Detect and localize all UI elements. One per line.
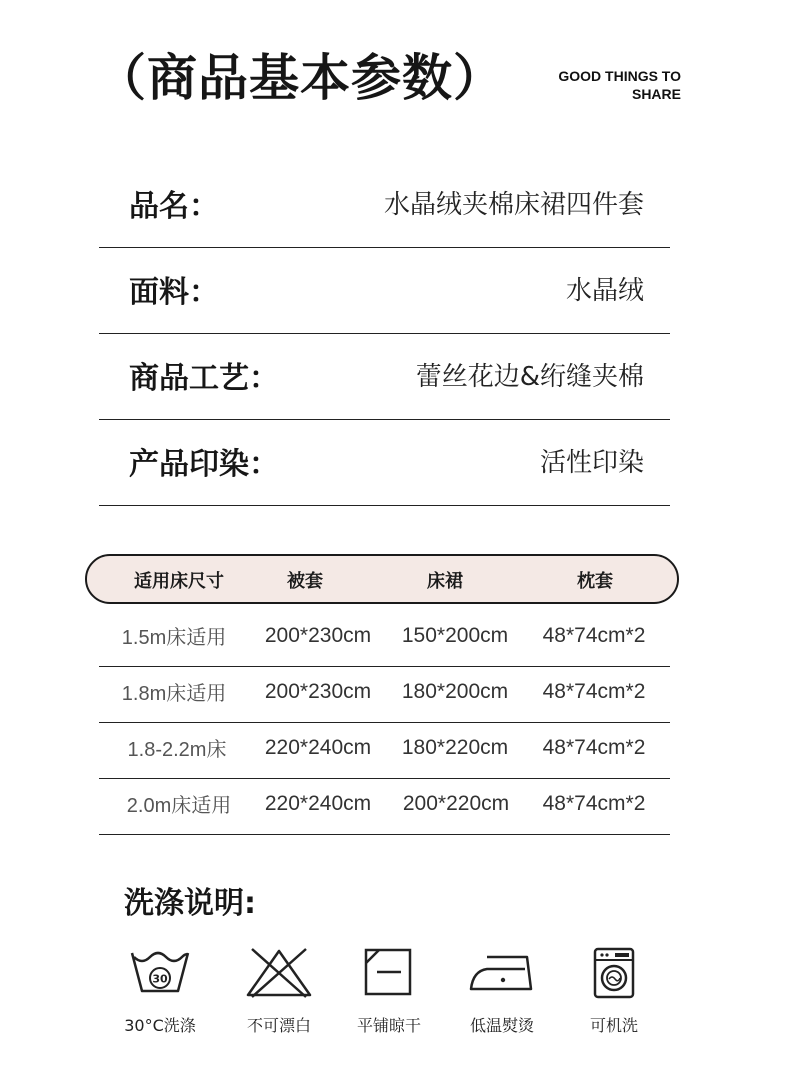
care-item-wash	[105, 945, 215, 1045]
wash-30-icon	[128, 945, 192, 1001]
cell-duvet-cover: 200*230cm	[264, 680, 372, 703]
header-duvet-cover: 被套	[287, 571, 323, 592]
table-row	[99, 667, 670, 723]
param-label: 品名：	[129, 189, 219, 224]
param-value: 水晶绒夹棉床裙四件套	[383, 190, 644, 220]
care-item-no-bleach	[224, 945, 334, 1045]
cell-bed-skirt: 180*200cm	[401, 680, 509, 703]
header-bed-size: 适用床尺寸	[134, 571, 224, 592]
no-bleach-icon	[244, 945, 314, 1001]
table-row	[99, 611, 670, 667]
cell-bed-skirt: 180*220cm	[401, 736, 509, 759]
care-item-low-iron	[447, 945, 557, 1045]
slogan	[540, 67, 681, 103]
param-row-name	[99, 161, 670, 248]
care-label: 不可漂白	[246, 1016, 311, 1035]
care-item-machine-wash	[559, 945, 669, 1045]
cell-bed-size: 1.5m床适用	[121, 627, 227, 649]
param-value: 活性印染	[539, 448, 644, 478]
cell-duvet-cover: 220*240cm	[264, 736, 372, 759]
param-value: 蕾丝花边&绗缝夹棉	[415, 362, 644, 392]
param-value: 水晶绒	[565, 276, 644, 306]
cell-pillowcase: 48*74cm*2	[542, 680, 646, 703]
table-row	[99, 779, 670, 835]
table-row	[99, 723, 670, 779]
flat-dry-icon	[361, 945, 417, 1001]
care-label: 30°C洗涤	[124, 1016, 196, 1035]
care-label: 平铺晾干	[356, 1016, 421, 1035]
size-table-header	[85, 554, 679, 604]
machine-wash-icon	[591, 945, 637, 1001]
cell-bed-size: 1.8m床适用	[121, 683, 227, 705]
header-pillowcase: 枕套	[577, 571, 613, 592]
cell-pillowcase: 48*74cm*2	[542, 624, 646, 647]
care-label: 可机洗	[589, 1016, 638, 1035]
cell-bed-skirt: 150*200cm	[401, 624, 509, 647]
low-iron-icon	[467, 945, 537, 1001]
cell-pillowcase: 48*74cm*2	[542, 792, 646, 815]
slogan-line-2: SHARE	[631, 86, 681, 102]
care-item-flat-dry	[334, 945, 444, 1045]
slogan-line-1: GOOD THINGS TO	[558, 68, 681, 84]
param-label: 产品印染：	[129, 447, 279, 482]
header-bed-skirt: 床裙	[427, 571, 463, 592]
page-title: （商品基本参数）	[96, 49, 504, 107]
param-row-printing	[99, 419, 670, 506]
param-label: 商品工艺：	[129, 361, 279, 396]
cell-bed-size: 2.0m床适用	[126, 795, 232, 817]
param-label: 面料：	[129, 275, 219, 310]
param-row-craft	[99, 333, 670, 420]
cell-bed-size: 1.8-2.2m床	[127, 739, 227, 761]
cell-duvet-cover: 220*240cm	[264, 792, 372, 815]
cell-pillowcase: 48*74cm*2	[542, 736, 646, 759]
care-label: 低温熨烫	[469, 1016, 534, 1035]
cell-duvet-cover: 200*230cm	[264, 624, 372, 647]
param-row-fabric	[99, 247, 670, 334]
care-title: 洗涤说明:	[124, 886, 256, 921]
wash-temp: 30	[152, 972, 168, 986]
cell-bed-skirt: 200*220cm	[402, 792, 510, 815]
